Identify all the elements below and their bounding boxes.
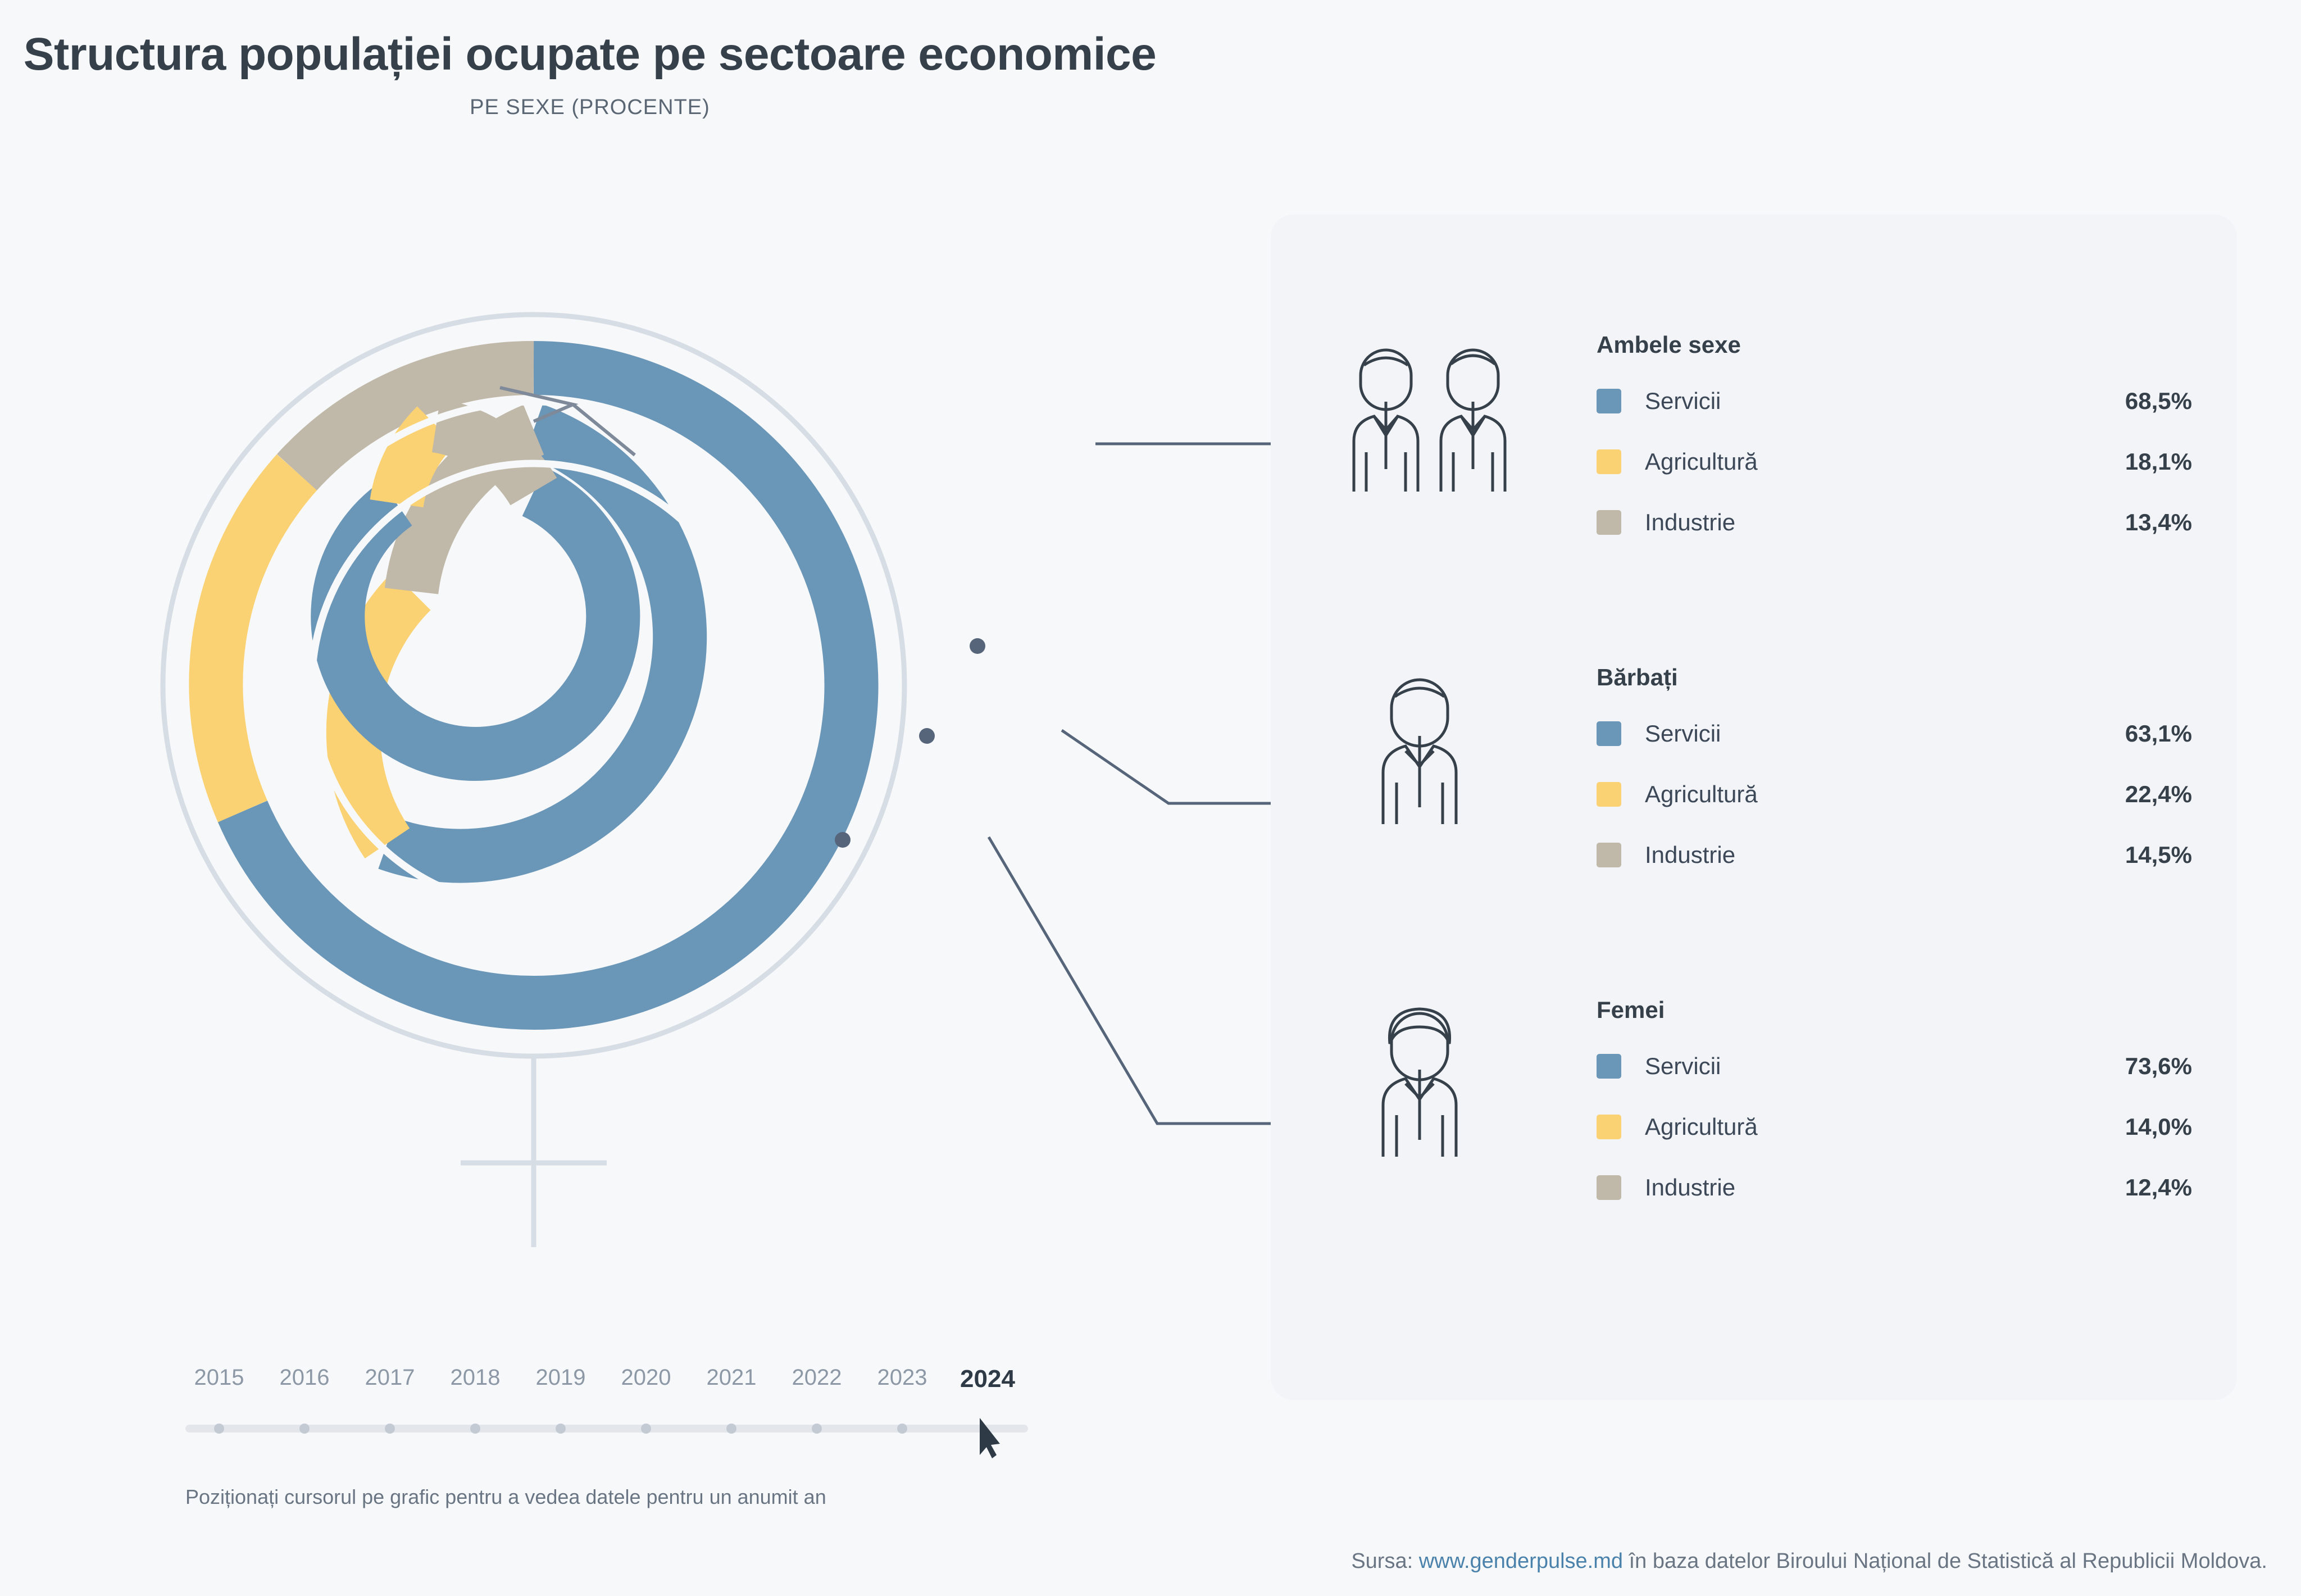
legend-row [1597, 825, 2192, 885]
year-label-2017[interactable]: 2017 [365, 1365, 415, 1390]
slider-tick[interactable] [556, 1424, 566, 1434]
donut-chart-svg [140, 236, 1051, 1303]
year-label-2023[interactable]: 2023 [877, 1365, 927, 1390]
page-subtitle: PE SEXE (PROCENTE) [470, 96, 710, 119]
year-slider[interactable] [185, 1365, 1039, 1509]
legend-value: 68,5% [2125, 388, 2192, 414]
slider-tick[interactable] [641, 1424, 651, 1434]
legend-label: Servicii [1645, 720, 1721, 747]
donut-chart[interactable] [140, 236, 1051, 1303]
legend-heading: Ambele sexe [1597, 331, 1741, 358]
legend-value: 14,5% [2125, 842, 2192, 868]
slider-track-wrap[interactable] [185, 1412, 1039, 1463]
slider-tick[interactable] [726, 1424, 736, 1434]
slider-tick[interactable] [812, 1424, 822, 1434]
color-swatch-industrie [1597, 1175, 1621, 1200]
legend-row [1597, 764, 2192, 825]
legend-row [1597, 1036, 2192, 1097]
year-label-2024-selected[interactable]: 2024 [960, 1365, 1015, 1393]
legend-value: 73,6% [2125, 1053, 2192, 1079]
color-swatch-servicii [1597, 721, 1621, 746]
year-labels [185, 1365, 1039, 1401]
legend-heading: Bărbați [1597, 664, 1678, 690]
color-swatch-industrie [1597, 843, 1621, 867]
legend-label: Servicii [1645, 388, 1721, 414]
legend-row [1597, 1157, 2192, 1218]
color-swatch-servicii [1597, 1054, 1621, 1079]
legend-row [1597, 492, 2192, 553]
legend-heading: Femei [1597, 997, 1665, 1023]
year-label-2020[interactable]: 2020 [621, 1365, 671, 1390]
color-swatch-industrie [1597, 510, 1621, 535]
legend-label: Agricultură [1645, 1113, 1758, 1140]
source-prefix: Sursa: [1351, 1549, 1419, 1573]
legend-value: 63,1% [2125, 720, 2192, 747]
year-label-2015[interactable]: 2015 [194, 1365, 244, 1390]
woman-icon [1327, 997, 1563, 1165]
year-label-2021[interactable]: 2021 [706, 1365, 757, 1390]
legend-row [1597, 1097, 2192, 1157]
legend-label: Industrie [1645, 509, 1736, 535]
legend-label: Industrie [1645, 1174, 1736, 1201]
year-label-2022[interactable]: 2022 [792, 1365, 842, 1390]
legend-value: 13,4% [2125, 509, 2192, 535]
color-swatch-agricultura [1597, 449, 1621, 474]
legend-label: Industrie [1645, 842, 1736, 868]
source-link[interactable]: www.genderpulse.md [1418, 1549, 1624, 1573]
slider-tick[interactable] [299, 1424, 310, 1434]
color-swatch-agricultura [1597, 1115, 1621, 1139]
slider-tick[interactable] [470, 1424, 480, 1434]
legend-label: Agricultură [1645, 448, 1758, 475]
two-persons-icon [1327, 331, 1563, 500]
slider-tick[interactable] [385, 1424, 395, 1434]
color-swatch-servicii [1597, 389, 1621, 413]
source-suffix: în baza datelor Biroului Național de Statistică al Republicii Moldova. [1623, 1549, 2267, 1573]
legend-value: 18,1% [2125, 448, 2192, 475]
slider-hint: Poziționați cursorul pe grafic pentru a vedea datele pentru un anumit an [185, 1485, 826, 1508]
legend-row [1597, 703, 2192, 764]
legend-value: 12,4% [2125, 1174, 2192, 1201]
legend-value: 22,4% [2125, 781, 2192, 807]
legend-panel [1271, 215, 2237, 1400]
page-title: Structura populației ocupate pe sectoare economice [23, 29, 1157, 80]
legend-label: Servicii [1645, 1053, 1721, 1079]
legend-body [1597, 331, 2192, 553]
legend-body [1597, 997, 2192, 1218]
chart-header [0, 28, 1180, 120]
legend-body [1597, 664, 2192, 885]
slider-tick[interactable] [897, 1424, 907, 1434]
year-label-2016[interactable]: 2016 [279, 1365, 330, 1390]
man-icon [1327, 664, 1563, 833]
color-swatch-agricultura [1597, 782, 1621, 807]
source-footer [1351, 1549, 2267, 1574]
legend-value: 14,0% [2125, 1113, 2192, 1140]
year-label-2018[interactable]: 2018 [450, 1365, 501, 1390]
legend-row [1597, 371, 2192, 431]
slider-tick[interactable] [214, 1424, 224, 1434]
legend-row [1597, 431, 2192, 492]
year-label-2019[interactable]: 2019 [535, 1365, 586, 1390]
slider-handle-cursor-icon[interactable] [972, 1416, 1003, 1463]
legend-label: Agricultură [1645, 781, 1758, 807]
